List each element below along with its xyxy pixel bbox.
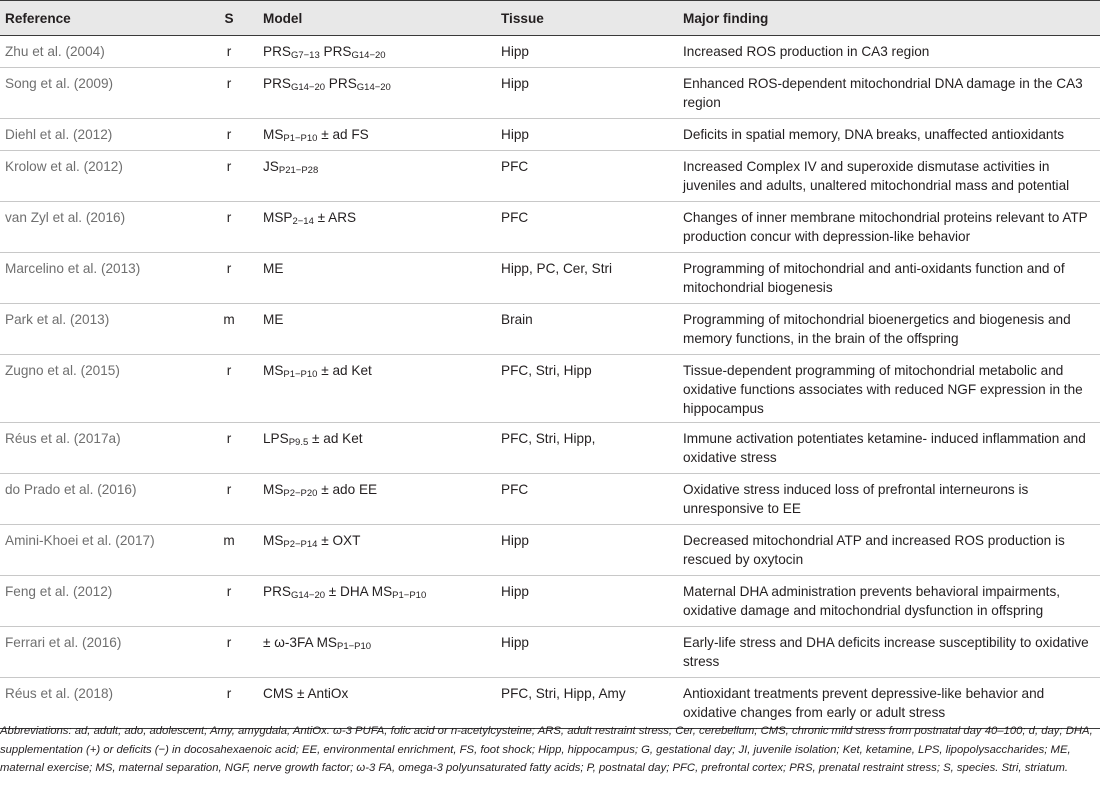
table-row xyxy=(0,119,1100,151)
cell-species: r xyxy=(200,68,258,119)
cell-reference: do Prado et al. (2016) xyxy=(0,474,200,525)
model-text: MSP xyxy=(263,210,293,225)
cell-finding: Tissue-dependent programming of mitochondrial metabolic and oxidative functions associates with reduced NGF expression in the hippocampus xyxy=(678,355,1100,423)
model-subscript: P9.5 xyxy=(288,437,309,448)
table-row xyxy=(0,253,1100,304)
table-row xyxy=(0,474,1100,525)
cell-finding: Increased Complex IV and superoxide dismutase activities in juveniles and adults, unaltered mitochondrial mass and potential xyxy=(678,151,1100,202)
cell-species: r xyxy=(200,355,258,423)
cell-reference: Zugno et al. (2015) xyxy=(0,355,200,423)
header-species: S xyxy=(200,1,258,36)
cell-finding: Increased ROS production in CA3 region xyxy=(678,36,1100,68)
cell-reference: Réus et al. (2018) xyxy=(0,678,200,729)
cell-model xyxy=(258,576,496,627)
model-subscript: 2−14 xyxy=(292,216,314,227)
model-text: ± DHA MS xyxy=(325,584,393,599)
model-text: ME xyxy=(263,261,284,276)
cell-reference: Song et al. (2009) xyxy=(0,68,200,119)
cell-model xyxy=(258,119,496,151)
cell-reference: Ferrari et al. (2016) xyxy=(0,627,200,678)
cell-finding: Early-life stress and DHA deficits increase susceptibility to oxidative stress xyxy=(678,627,1100,678)
model-subscript: P1−P10 xyxy=(283,369,318,380)
cell-reference: Krolow et al. (2012) xyxy=(0,151,200,202)
cell-tissue: PFC, Stri, Hipp xyxy=(496,355,678,423)
cell-reference: Marcelino et al. (2013) xyxy=(0,253,200,304)
model-subscript: P21−P28 xyxy=(278,165,319,176)
table-row xyxy=(0,151,1100,202)
cell-model xyxy=(258,678,496,729)
cell-tissue: Hipp xyxy=(496,627,678,678)
model-text: MS xyxy=(263,127,284,142)
cell-model xyxy=(258,36,496,68)
table-row xyxy=(0,304,1100,355)
cell-species: r xyxy=(200,119,258,151)
model-subscript: P1−P10 xyxy=(392,590,427,601)
model-text: PRS xyxy=(319,44,352,59)
header-model: Model xyxy=(258,1,496,36)
model-text: PRS xyxy=(263,584,291,599)
cell-model xyxy=(258,202,496,253)
model-text: PRS xyxy=(325,76,357,91)
model-text: JS xyxy=(263,159,279,174)
cell-finding: Maternal DHA administration prevents behavioral impairments, oxidative damage and mitochondrial dysfunction in offspring xyxy=(678,576,1100,627)
cell-species: r xyxy=(200,678,258,729)
cell-tissue: PFC, Stri, Hipp, Amy xyxy=(496,678,678,729)
header-finding: Major finding xyxy=(678,1,1100,36)
header-reference: Reference xyxy=(0,1,200,36)
cell-model xyxy=(258,525,496,576)
cell-model xyxy=(258,151,496,202)
model-text: MS xyxy=(263,482,284,497)
model-subscript: G14−20 xyxy=(351,50,386,61)
model-text: MS xyxy=(263,363,284,378)
cell-tissue: Hipp xyxy=(496,36,678,68)
cell-species: r xyxy=(200,423,258,474)
model-text: MS xyxy=(263,533,284,548)
table-row xyxy=(0,576,1100,627)
cell-species: r xyxy=(200,253,258,304)
cell-reference: Amini-Khoei et al. (2017) xyxy=(0,525,200,576)
cell-model xyxy=(258,304,496,355)
cell-model xyxy=(258,474,496,525)
cell-finding: Decreased mitochondrial ATP and increased ROS production is rescued by oxytocin xyxy=(678,525,1100,576)
model-text: PRS xyxy=(263,44,291,59)
model-text: LPS xyxy=(263,431,289,446)
model-text: ± ARS xyxy=(313,210,357,225)
table-row xyxy=(0,525,1100,576)
table-footnote: Abbreviations: ad, adult; ado, adolescent; Amy, amygdala; AntiOx. ω-3 PUFA, folic acid or n-acetylcysteine; ARS, adult restraint stress; Cer, cerebellum; CMS, chronic mild stress from postnatal day 40–100; d, day; DHA, supplementation (+) or deficits (−) in docosahexaenoic acid; EE, environmental enrichment, FS, foot shock; Hipp, hippocampus; G, gestational day; JI, juvenile isolation; Ket, ketamine, LPS, lipopolysaccharides; ME, maternal exercise; MS, maternal separation, NGF, nerve growth factor; ω-3 FA, omega-3 polyunsaturated fatty acids; P, postnatal day; PFC, prefrontal cortex; PRS, prenatal restraint stress; S, species. Stri, striatum. xyxy=(0,725,1093,775)
table-row xyxy=(0,423,1100,474)
cell-tissue: Hipp xyxy=(496,119,678,151)
cell-reference: Zhu et al. (2004) xyxy=(0,36,200,68)
model-subscript: G14−20 xyxy=(356,82,391,93)
cell-finding: Programming of mitochondrial bioenergetics and biogenesis and memory functions, in the brain of the offspring xyxy=(678,304,1100,355)
header-tissue: Tissue xyxy=(496,1,678,36)
cell-model xyxy=(258,355,496,423)
cell-tissue: PFC xyxy=(496,151,678,202)
model-subscript: P2−P14 xyxy=(283,539,318,550)
table-body xyxy=(0,36,1100,729)
cell-species: r xyxy=(200,474,258,525)
cell-tissue: Hipp xyxy=(496,525,678,576)
model-text: ± ad Ket xyxy=(317,363,372,378)
model-subscript: G7−13 xyxy=(290,50,320,61)
cell-finding: Antioxidant treatments prevent depressive-like behavior and oxidative changes from early or adult stress xyxy=(678,678,1100,729)
cell-tissue: Hipp, PC, Cer, Stri xyxy=(496,253,678,304)
model-subscript: P1−P10 xyxy=(283,133,318,144)
cell-species: m xyxy=(200,525,258,576)
table-row xyxy=(0,68,1100,119)
cell-reference: Diehl et al. (2012) xyxy=(0,119,200,151)
cell-reference: Réus et al. (2017a) xyxy=(0,423,200,474)
cell-reference: van Zyl et al. (2016) xyxy=(0,202,200,253)
cell-model xyxy=(258,253,496,304)
cell-tissue: Hipp xyxy=(496,576,678,627)
cell-tissue: Hipp xyxy=(496,68,678,119)
cell-species: r xyxy=(200,36,258,68)
table-header xyxy=(0,1,1100,36)
model-text: PRS xyxy=(263,76,291,91)
cell-species: r xyxy=(200,627,258,678)
cell-species: m xyxy=(200,304,258,355)
table-row xyxy=(0,627,1100,678)
cell-finding: Oxidative stress induced loss of prefrontal interneurons is unresponsive to EE xyxy=(678,474,1100,525)
header-row xyxy=(0,1,1100,36)
cell-finding: Changes of inner membrane mitochondrial proteins relevant to ATP production concur with depression-like behavior xyxy=(678,202,1100,253)
model-text: ME xyxy=(263,312,284,327)
cell-model xyxy=(258,68,496,119)
cell-species: r xyxy=(200,576,258,627)
table-row xyxy=(0,355,1100,423)
model-text: ± ad Ket xyxy=(308,431,363,446)
cell-model xyxy=(258,423,496,474)
cell-reference: Feng et al. (2012) xyxy=(0,576,200,627)
cell-reference: Park et al. (2013) xyxy=(0,304,200,355)
cell-finding: Deficits in spatial memory, DNA breaks, unaffected antioxidants xyxy=(678,119,1100,151)
model-subscript: G14−20 xyxy=(290,590,326,601)
table-row xyxy=(0,36,1100,68)
model-text: CMS ± AntiOx xyxy=(263,686,349,701)
model-text: ± ado EE xyxy=(317,482,378,497)
cell-tissue: PFC xyxy=(496,474,678,525)
model-subscript: G14−20 xyxy=(290,82,326,93)
cell-tissue: PFC, Stri, Hipp, xyxy=(496,423,678,474)
cell-finding: Immune activation potentiates ketamine- induced inflammation and oxidative stress xyxy=(678,423,1100,474)
cell-finding: Enhanced ROS-dependent mitochondrial DNA damage in the CA3 region xyxy=(678,68,1100,119)
cell-species: r xyxy=(200,202,258,253)
cell-finding: Programming of mitochondrial and anti-oxidants function and of mitochondrial biogenesis xyxy=(678,253,1100,304)
cell-species: r xyxy=(200,151,258,202)
model-text: ± ad FS xyxy=(317,127,369,142)
model-subscript: P2−P20 xyxy=(283,488,318,499)
cell-tissue: PFC xyxy=(496,202,678,253)
cell-model xyxy=(258,627,496,678)
model-text: ± OXT xyxy=(317,533,361,548)
table-row xyxy=(0,678,1100,729)
model-text: ± ω-3FA MS xyxy=(263,635,337,650)
cell-tissue: Brain xyxy=(496,304,678,355)
model-subscript: P1−P10 xyxy=(336,641,372,652)
table-row xyxy=(0,202,1100,253)
